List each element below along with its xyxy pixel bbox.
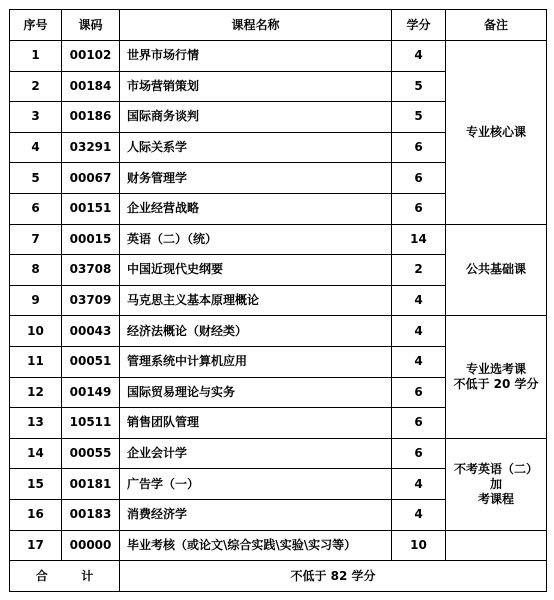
row-name: 国际商务谈判 [120,102,392,133]
row-name: 人际关系学 [120,132,392,163]
row-name: 中国近现代史纲要 [120,255,392,286]
row-code: 00181 [62,469,120,500]
row-seq: 1 [10,41,62,72]
note-no-english-line2: 考课程 [477,491,514,506]
row-seq: 5 [10,163,62,194]
row-credit: 6 [392,163,446,194]
row-credit: 6 [392,438,446,469]
row-code: 00067 [62,163,120,194]
row-seq: 2 [10,71,62,102]
row-name: 企业经营战略 [120,193,392,224]
row-code: 00102 [62,41,120,72]
row-credit: 6 [392,132,446,163]
row-name: 毕业考核（或论文\综合实践\实验\实习等） [120,530,392,561]
note-core: 专业核心课 [446,41,547,225]
row-name: 财务管理学 [120,163,392,194]
row-credit: 4 [392,285,446,316]
row-code: 00000 [62,530,120,561]
note-empty [446,530,547,561]
row-seq: 6 [10,193,62,224]
table-row [10,316,547,347]
row-seq: 3 [10,102,62,133]
total-label-1: 合 [35,568,48,583]
row-credit: 14 [392,224,446,255]
row-code: 00051 [62,346,120,377]
row-credit: 4 [392,346,446,377]
row-credit: 4 [392,499,446,530]
header-note: 备注 [446,10,547,41]
row-code: 10511 [62,408,120,439]
table-row [10,41,547,72]
row-seq: 8 [10,255,62,286]
row-name: 销售团队管理 [120,408,392,439]
row-code: 03708 [62,255,120,286]
row-code: 00149 [62,377,120,408]
row-credit: 6 [392,193,446,224]
table-row [10,224,547,255]
row-name: 广告学（一） [120,469,392,500]
row-credit: 6 [392,377,446,408]
row-seq: 10 [10,316,62,347]
header-code: 课码 [62,10,120,41]
row-code: 00183 [62,499,120,530]
row-code: 03291 [62,132,120,163]
row-seq: 11 [10,346,62,377]
row-credit: 5 [392,71,446,102]
row-seq: 7 [10,224,62,255]
total-value: 不低于 82 学分 [120,561,547,592]
row-code: 00184 [62,71,120,102]
row-seq: 4 [10,132,62,163]
row-name: 消费经济学 [120,499,392,530]
note-public: 公共基础课 [446,224,547,316]
total-label [10,561,120,592]
row-credit: 4 [392,316,446,347]
total-row [10,561,547,592]
row-code: 00151 [62,193,120,224]
note-elective [446,316,547,438]
row-seq: 15 [10,469,62,500]
row-name: 英语（二）（统） [120,224,392,255]
row-code: 03709 [62,285,120,316]
note-no-english [446,438,547,530]
note-no-english-line1: 不考英语（二）加 [453,461,538,491]
row-credit: 6 [392,408,446,439]
row-seq: 12 [10,377,62,408]
row-code: 00055 [62,438,120,469]
row-seq: 14 [10,438,62,469]
header-row [10,10,547,41]
table-row [10,438,547,469]
row-seq: 17 [10,530,62,561]
row-name: 市场营销策划 [120,71,392,102]
note-elective-line1: 专业选考课 [465,362,526,377]
header-credit: 学分 [392,10,446,41]
row-code: 00186 [62,102,120,133]
row-code: 00043 [62,316,120,347]
row-credit: 2 [392,255,446,286]
row-name: 企业会计学 [120,438,392,469]
row-name: 马克思主义基本原理概论 [120,285,392,316]
row-credit: 4 [392,41,446,72]
row-name: 管理系统中计算机应用 [120,346,392,377]
course-table [9,9,547,592]
header-seq: 序号 [10,10,62,41]
table-row [10,530,547,561]
row-name: 国际贸易理论与实务 [120,377,392,408]
row-name: 经济法概论（财经类） [120,316,392,347]
header-name: 课程名称 [120,10,392,41]
total-label-2: 计 [81,568,94,583]
row-seq: 16 [10,499,62,530]
note-elective-line2: 不低于 20 学分 [453,377,539,392]
row-credit: 10 [392,530,446,561]
row-credit: 4 [392,469,446,500]
row-seq: 9 [10,285,62,316]
row-credit: 5 [392,102,446,133]
row-seq: 13 [10,408,62,439]
row-code: 00015 [62,224,120,255]
row-name: 世界市场行情 [120,41,392,72]
